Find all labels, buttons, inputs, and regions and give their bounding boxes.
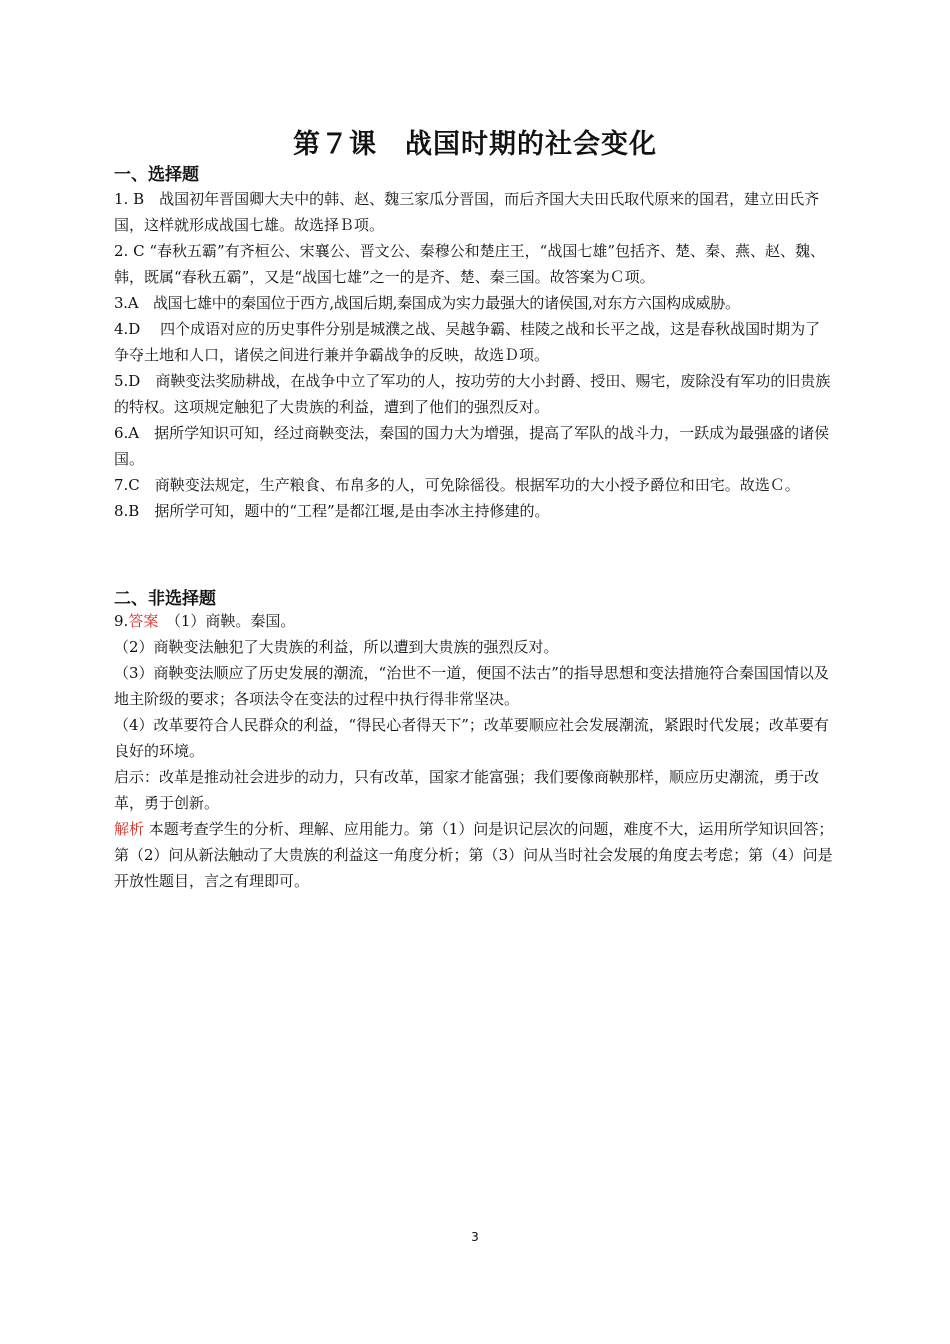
- answer-label: 答案: [128, 612, 159, 630]
- q9-number: 9.: [114, 612, 129, 630]
- choice-item-5: 5.D 商鞅变法奖励耕战，在战争中立了军功的人，按功劳的大小封爵、授田、赐宅，废除没有军功的旧贵族的特权。这项规定触犯了大贵族的利益，遭到了他们的强烈反对。: [114, 372, 831, 416]
- page-number: 3: [471, 1230, 479, 1244]
- nonchoice-answers: [114, 608, 834, 894]
- answer-4: （4）改革要符合人民群众的利益，“得民心者得天下”；改革要顺应社会发展潮流，紧跟时代发展；改革要有良好的环境。: [114, 716, 829, 760]
- answer-2: （2）商鞅变法触犯了大贵族的利益，所以遭到大贵族的强烈反对。: [114, 638, 559, 656]
- answer-1: （1）商鞅。秦国。: [158, 612, 296, 630]
- analysis-text: 本题考查学生的分析、理解、应用能力。第（1）问是识记层次的问题，难度不大，运用所学知识回答；第（2）问从新法触动了大贵族的利益这一角度分析；第（3）问从当时社会发展的角度去考虑；第（4）问是开放性题目，言之有理即可。: [114, 820, 834, 890]
- choice-item-7: 7.C 商鞅变法规定，生产粮食、布帛多的人，可免除徭役。根据军功的大小授予爵位和田宅。故选Ｃ。: [114, 476, 800, 494]
- section-heading-nonchoice: 二、非选择题: [114, 589, 216, 609]
- analysis-paragraph: [114, 816, 834, 894]
- page-title: 第７课 战国时期的社会变化: [293, 129, 657, 160]
- q9-answer-line: [114, 608, 834, 634]
- choice-item-8: 8.B 据所学可知，题中的“工程”是都江堰,是由李冰主持修建的。: [114, 502, 550, 520]
- choice-item-3: 3.A 战国七雄中的秦国位于西方,战国后期,秦国成为实力最强大的诸侯国,对东方六国构成威胁。: [114, 294, 740, 312]
- choice-item-2: 2. C “春秋五霸”有齐桓公、宋襄公、晋文公、秦穆公和楚庄王，“战国七雄”包括齐、楚、秦、燕、赵、魏、韩，既属“春秋五霸”，又是“战国七雄”之一的是齐、楚、秦三国。故答案为Ｃ项。: [114, 242, 826, 286]
- inspiration: 启示：改革是推动社会进步的动力，只有改革，国家才能富强；我们要像商鞅那样，顺应历史潮流，勇于改革，勇于创新。: [114, 768, 820, 812]
- choice-item-1: 1. B 战国初年晋国卿大夫中的韩、赵、魏三家瓜分晋国，而后齐国大夫田氏取代原来的国君，建立田氏齐国，这样就形成战国七雄。故选择Ｂ项。: [114, 190, 820, 234]
- answer-3: （3）商鞅变法顺应了历史发展的潮流，“治世不一道，便国不法古”的指导思想和变法措施符合秦国国情以及地主阶级的要求；各项法令在变法的过程中执行得非常坚决。: [114, 664, 829, 708]
- section-heading-choice: 一、选择题: [114, 165, 199, 185]
- choice-answers: [114, 186, 834, 524]
- choice-item-4: 4.D 四个成语对应的历史事件分别是城濮之战、吴越争霸、桂陵之战和长平之战，这是春秋战国时期为了争夺土地和人口，诸侯之间进行兼并争霸战争的反映，故选Ｄ项。: [114, 320, 821, 364]
- choice-item-6: 6.A 据所学知识可知，经过商鞅变法，秦国的国力大为增强，提高了军队的战斗力，一跃成为最强盛的诸侯国。: [114, 424, 830, 468]
- analysis-label: 解析: [114, 820, 145, 838]
